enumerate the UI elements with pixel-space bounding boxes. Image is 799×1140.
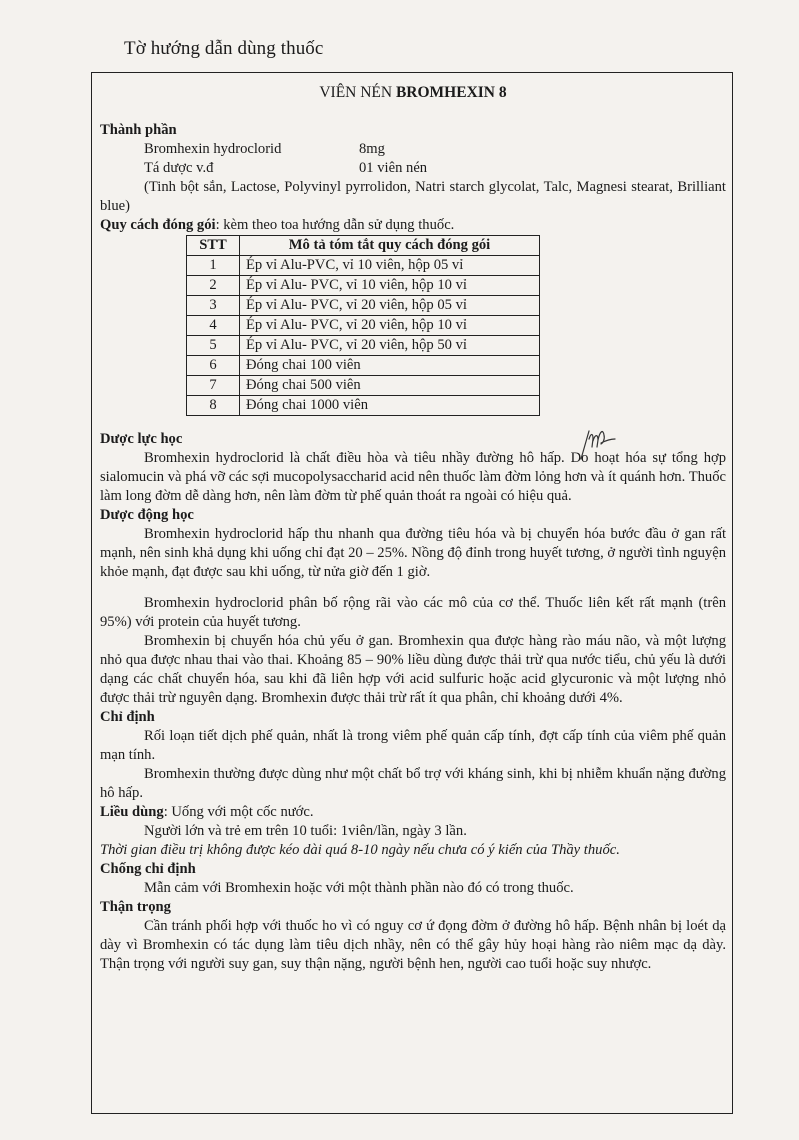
ingredient-name: Bromhexin hydroclorid	[144, 141, 282, 157]
excipients-text: (Tinh bột sắn, Lactose, Polyvinyl pyrrolidon, Natri starch glycolat, Talc, Magnesi stearat, Brilliant blue)	[100, 179, 726, 214]
precautions-text: Cần tránh phối hợp với thuốc ho vì có nguy cơ ứ đọng đờm ở đường hô hấp. Bệnh nhân bị loét dạ dày vì Bromhexin có tác dụng làm tiêu dịch nhầy, nên có thể gây hủy hoại hàng rào niêm mạc dạ dày. Thận trọng với người suy gan, suy thận nặng, người bệnh hen, người cao tuổi hoặc suy nhược.	[100, 918, 726, 972]
row-description: Đóng chai 1000 viên	[240, 396, 540, 416]
column-header-description: Mô tả tóm tắt quy cách đóng gói	[240, 236, 540, 256]
dosage-heading: Liều dùng	[100, 804, 164, 820]
packing-text: : kèm theo toa hướng dẫn sử dụng thuốc.	[215, 217, 455, 233]
indications-paragraph: Rối loạn tiết dịch phế quản, nhất là trong viêm phế quản cấp tính, đợt cấp tính của viêm phế quản mạn tính.	[100, 728, 726, 763]
contraindications-heading: Chống chỉ định	[100, 861, 196, 877]
row-number: 1	[187, 256, 240, 276]
table-row	[187, 296, 540, 316]
pharmacokinetics-paragraph: Bromhexin hydroclorid phân bố rộng rãi vào các mô của cơ thể. Thuốc liên kết rất mạnh (trên 95%) với protein của huyết tương.	[100, 595, 726, 630]
table-row	[187, 256, 540, 276]
table-header-row	[187, 236, 540, 256]
pharmacokinetics-heading: Dược động học	[100, 507, 194, 523]
precautions-heading: Thận trọng	[100, 899, 171, 915]
table-row	[187, 336, 540, 356]
ingredient-amount: 8mg	[359, 141, 385, 157]
ingredient-name: Tá dược v.đ	[144, 160, 214, 176]
pharmacokinetics-paragraph: Bromhexin hydroclorid hấp thu nhanh qua đường tiêu hóa và bị chuyển hóa bước đầu ở gan rất mạnh, nên sinh khả dụng khi uống chỉ đạt 20 – 25%. Nồng độ đỉnh trong huyết tương, ở người tình nguyện khỏe mạnh, đạt được sau khi uống, từ nửa giờ đến 1 giờ.	[100, 526, 726, 580]
indications-paragraph: Bromhexin thường được dùng như một chất bổ trợ với kháng sinh, khi bị nhiễm khuẩn nặng đường hô hấp.	[100, 766, 726, 801]
composition-row	[100, 140, 726, 159]
row-number: 3	[187, 296, 240, 316]
column-header-stt: STT	[187, 236, 240, 256]
handwritten-initials-mark	[577, 425, 617, 461]
contraindications-text: Mẫn cảm với Bromhexin hoặc với một thành phần nào đó có trong thuốc.	[144, 880, 574, 896]
table-row	[187, 396, 540, 416]
row-description: Đóng chai 100 viên	[240, 356, 540, 376]
row-number: 4	[187, 316, 240, 336]
composition-heading: Thành phần	[100, 122, 177, 138]
title-product-name: BROMHEXIN 8	[395, 84, 507, 101]
page-header-title: Tờ hướng dẫn dùng thuốc	[124, 38, 324, 59]
pharmacodynamics-text: Bromhexin hydroclorid là chất điều hòa và tiêu nhầy đường hô hấp. Do hoạt hóa sự tổng hợp sialomucin và phá vỡ các sợi mucopolysaccharid acid nên thuốc làm đờm lỏng hơn và ít quánh hơn. Thuốc làm long đờm dễ dàng hơn, nên làm đờm từ phế quản thoát ra ngoài có hiệu quả.	[100, 450, 726, 504]
packing-heading: Quy cách đóng gói	[100, 217, 216, 233]
row-description: Ép vỉ Alu- PVC, vỉ 10 viên, hộp 10 vỉ	[240, 276, 540, 296]
row-number: 7	[187, 376, 240, 396]
dosage-line	[100, 803, 726, 822]
packing-line	[100, 216, 726, 235]
row-number: 8	[187, 396, 240, 416]
document-title	[100, 83, 726, 102]
row-description: Ép vỉ Alu-PVC, vỉ 10 viên, hộp 05 vỉ	[240, 256, 540, 276]
dosage-adult: Người lớn và trẻ em trên 10 tuổi: 1viên/lần, ngày 3 lần.	[144, 823, 467, 839]
row-number: 2	[187, 276, 240, 296]
row-description: Đóng chai 500 viên	[240, 376, 540, 396]
row-description: Ép vỉ Alu- PVC, vỉ 20 viên, hộp 10 vỉ	[240, 316, 540, 336]
row-description: Ép vỉ Alu- PVC, vỉ 20 viên, hộp 05 vỉ	[240, 296, 540, 316]
dosage-text: : Uống với một cốc nước.	[163, 804, 314, 820]
table-row	[187, 356, 540, 376]
packing-table	[186, 235, 540, 416]
row-number: 6	[187, 356, 240, 376]
row-description: Ép vỉ Alu- PVC, vỉ 20 viên, hộp 50 vỉ	[240, 336, 540, 356]
ingredient-amount: 01 viên nén	[359, 160, 428, 176]
pharmacodynamics-heading: Dược lực học	[100, 431, 183, 447]
table-row	[187, 376, 540, 396]
composition-row	[100, 159, 726, 178]
indications-heading: Chỉ định	[100, 709, 155, 725]
table-row	[187, 316, 540, 336]
title-prefix: VIÊN NÉN	[319, 84, 396, 101]
dosage-duration-note: Thời gian điều trị không được kéo dài quá 8-10 ngày nếu chưa có ý kiến của Thầy thuốc.	[100, 842, 620, 858]
leaflet-frame	[91, 72, 733, 1114]
row-number: 5	[187, 336, 240, 356]
table-row	[187, 276, 540, 296]
pharmacokinetics-paragraph: Bromhexin bị chuyển hóa chủ yếu ở gan. Bromhexin qua được hàng rào máu não, và một lượng nhỏ qua được nhau thai vào thai. Khoảng 85 – 90% liều dùng được thải trừ qua nước tiểu, chủ yếu là dưới dạng các chất chuyển hóa, sau khi đã liên hợp với acid sulfuric hoặc acid glycuronic và một lượng nhỏ được thải trừ nguyên dạng. Bromhexin được thải trừ rất ít qua phân, chỉ khoảng dưới 4%.	[100, 633, 726, 706]
